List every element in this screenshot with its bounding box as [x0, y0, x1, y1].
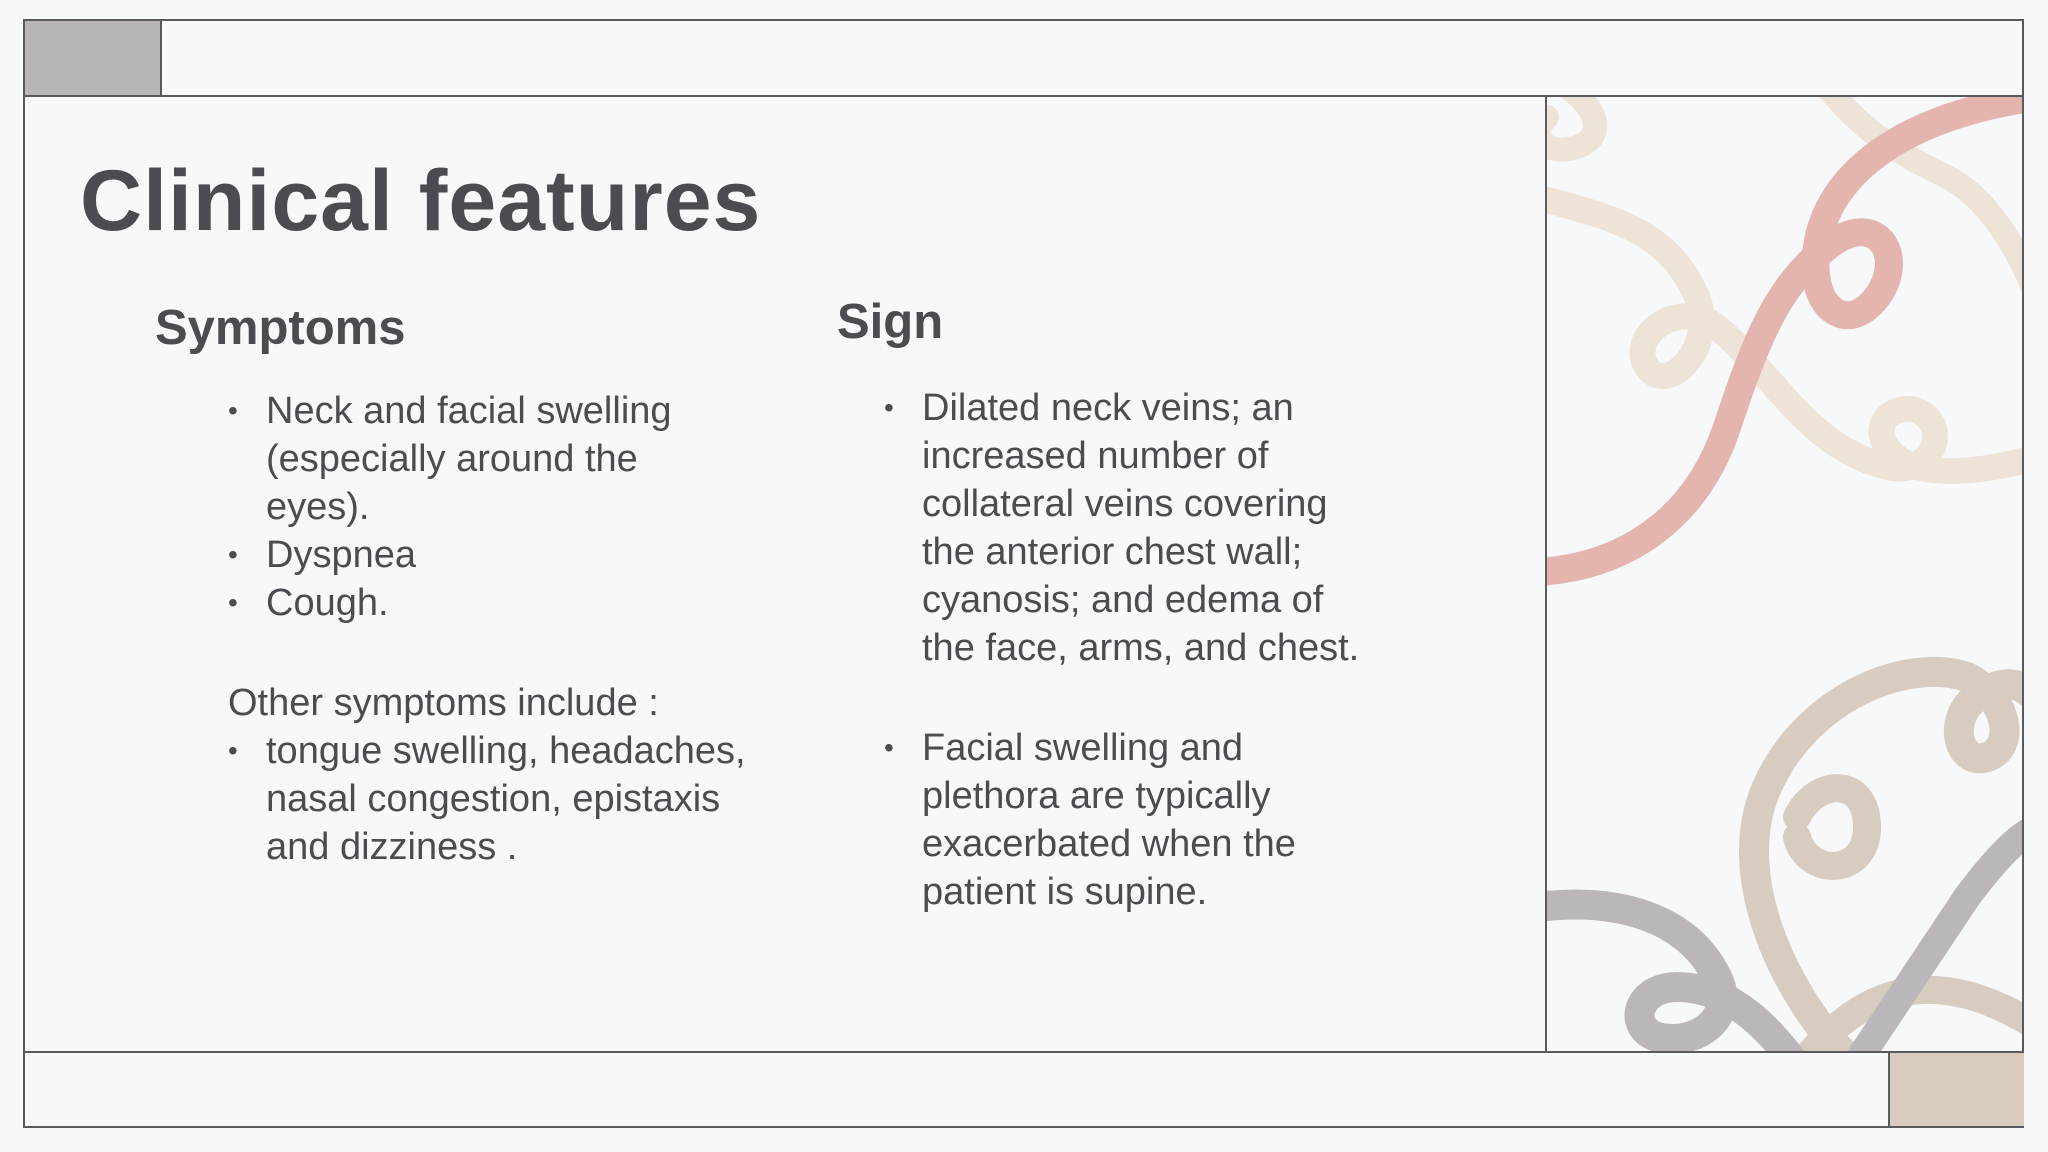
list-item — [228, 531, 748, 579]
other-symptom-text: tongue swelling, headaches, nasal congestion, epistaxis and dizziness . — [266, 730, 746, 868]
list-item — [228, 579, 748, 627]
squiggle-tan-loop — [1797, 788, 1867, 866]
other-symptoms-label: Other symptoms include : — [228, 682, 659, 724]
sign-text: Dilated neck veins; an increased number of collateral veins covering the anterior chest wall; cyanosis; and edema of the face, arms, and chest. — [922, 387, 1360, 669]
list-item — [228, 727, 748, 871]
bullet-icon: • — [228, 395, 238, 426]
symptom-text: Cough. — [266, 582, 389, 624]
symptoms-column — [228, 387, 748, 871]
corner-accent-top-left — [25, 21, 162, 95]
other-symptoms-list — [228, 727, 748, 871]
sign-column — [884, 384, 1374, 916]
list-item — [884, 384, 1374, 672]
sign-list — [884, 384, 1374, 672]
bullet-icon: • — [228, 735, 238, 766]
symptoms-heading: Symptoms — [155, 301, 406, 355]
list-item — [884, 724, 1374, 916]
bullet-icon: • — [228, 539, 238, 570]
squiggle-cream — [1547, 197, 2022, 471]
list-item — [228, 387, 748, 531]
decorative-squiggles — [1547, 97, 2022, 1051]
bottom-divider — [25, 1051, 2022, 1053]
sign-list-2 — [884, 724, 1374, 916]
bullet-icon: • — [884, 732, 894, 763]
squiggle-cream-top — [1547, 97, 1595, 150]
bullet-icon: • — [228, 587, 238, 618]
sign-text: Facial swelling and plethora are typically exacerbated when the patient is supine. — [922, 727, 1296, 913]
symptom-text: Neck and facial swelling (especially around the eyes). — [266, 390, 672, 528]
symptom-text: Dyspnea — [266, 534, 416, 576]
symptoms-list — [228, 387, 748, 627]
slide-title: Clinical features — [80, 153, 762, 249]
corner-accent-bottom-right — [1888, 1053, 2024, 1126]
bullet-icon: • — [884, 392, 894, 423]
sign-heading: Sign — [837, 295, 944, 349]
